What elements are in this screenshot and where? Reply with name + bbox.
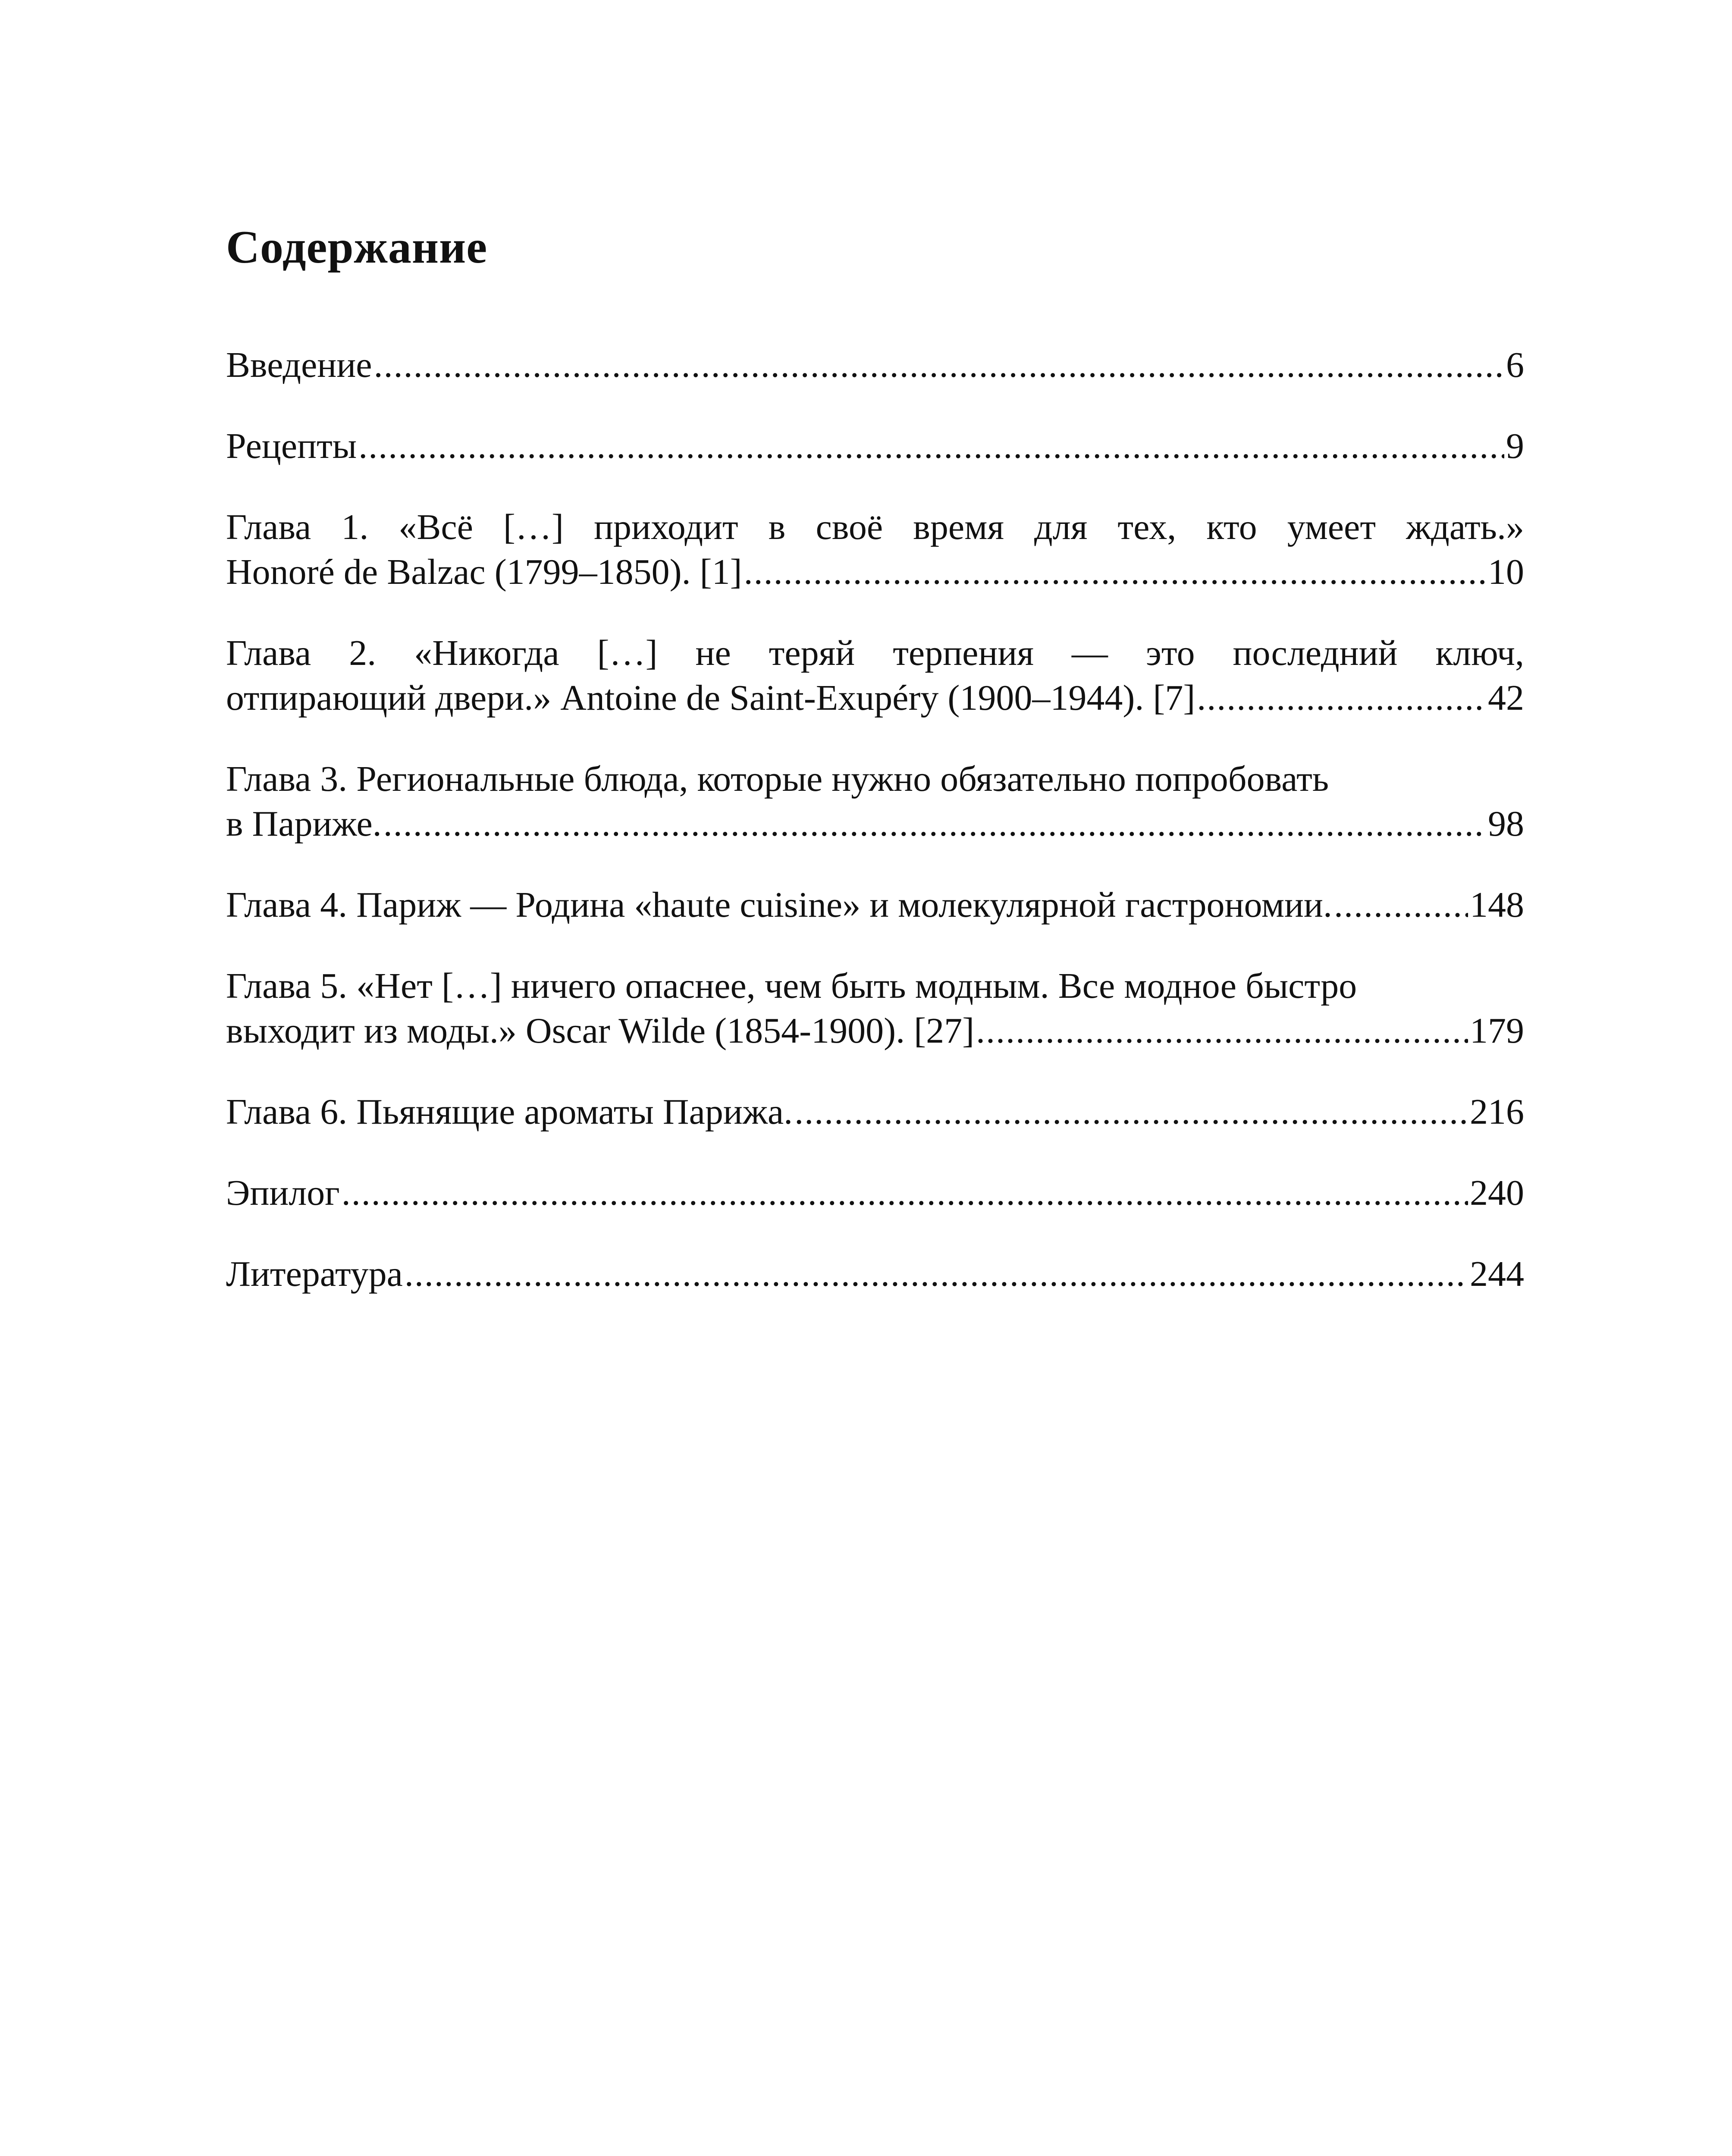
dot-leader [744, 550, 1486, 595]
toc-page-number: 98 [1488, 804, 1524, 844]
toc-entry-label: выходит из моды.» Oscar Wilde (1854-1900). [27] [226, 1011, 975, 1051]
toc-entry-label: отпирающий двери.» Antoine de Saint-Exupéry (1900–1944). [7] [226, 678, 1195, 718]
toc-line [226, 1009, 1524, 1053]
toc-line-first: Глава 1. «Всё […] приходит в своё время для тех, кто умеет ждать.» [226, 507, 1524, 547]
dot-leader [383, 802, 1486, 846]
dot-leader [405, 1252, 1468, 1297]
toc-page-number: 179 [1470, 1011, 1524, 1051]
toc-entry-label: Рецепты [226, 426, 357, 466]
dot-leader [976, 1009, 1468, 1053]
toc-entry-epilogue [226, 1171, 1524, 1216]
toc-line [226, 883, 1524, 928]
toc-page-number: 244 [1470, 1254, 1524, 1294]
toc-line-first: Глава 5. «Нет […] ничего опаснее, чем быть модным. Все модное быстро [226, 966, 1357, 1006]
toc-line [226, 1090, 1524, 1134]
toc-title: Содержание [226, 222, 488, 273]
dot-leader [1334, 883, 1468, 928]
toc-entry-label: Глава 6. Пьянящие ароматы Парижа. [226, 1092, 793, 1132]
toc-page-number: 42 [1488, 678, 1524, 718]
toc-entry-chapter-3 [226, 757, 1524, 846]
toc-page-number: 148 [1470, 885, 1524, 925]
dot-leader [342, 1171, 1468, 1216]
dot-leader [794, 1090, 1468, 1134]
toc-page-number: 10 [1488, 552, 1524, 592]
toc-entry-introduction [226, 343, 1524, 388]
toc-entry-label: Эпилог [226, 1173, 340, 1213]
toc-entry-chapter-4 [226, 883, 1524, 928]
toc-list [226, 343, 1524, 1297]
toc-page-number: 6 [1506, 345, 1524, 385]
toc-line [226, 424, 1524, 469]
toc-entry-label: Литература [226, 1254, 403, 1294]
toc-line-first: Глава 3. Региональные блюда, которые нужно обязательно попробовать [226, 759, 1329, 799]
toc-page-number: 9 [1506, 426, 1524, 466]
toc-entry-chapter-1 [226, 505, 1524, 595]
toc-entry-chapter-2 [226, 631, 1524, 721]
toc-line [226, 550, 1524, 595]
toc-line [226, 343, 1524, 388]
dot-leader [1197, 676, 1486, 721]
toc-line [226, 1252, 1524, 1297]
dot-leader [358, 424, 1504, 469]
dot-leader [374, 343, 1504, 388]
toc-entry-label: Глава 4. Париж — Родина «haute cuisine» и молекулярной гастрономии. [226, 885, 1332, 925]
toc-line [226, 1171, 1524, 1216]
toc-entry-literature [226, 1252, 1524, 1297]
toc-entry-chapter-6 [226, 1090, 1524, 1134]
toc-page-number: 216 [1470, 1092, 1524, 1132]
toc-page-number: 240 [1470, 1173, 1524, 1213]
toc-entry-recipes [226, 424, 1524, 469]
toc-entry-label: Введение [226, 345, 372, 385]
toc-entry-chapter-5 [226, 964, 1524, 1053]
toc-entry-label: в Париже. [226, 804, 382, 844]
toc-line-first: Глава 2. «Никогда […] не теряй терпения — это последний ключ, [226, 633, 1524, 673]
toc-line [226, 676, 1524, 721]
toc-line [226, 802, 1524, 846]
toc-entry-label: Honoré de Balzac (1799–1850). [1] [226, 552, 742, 592]
